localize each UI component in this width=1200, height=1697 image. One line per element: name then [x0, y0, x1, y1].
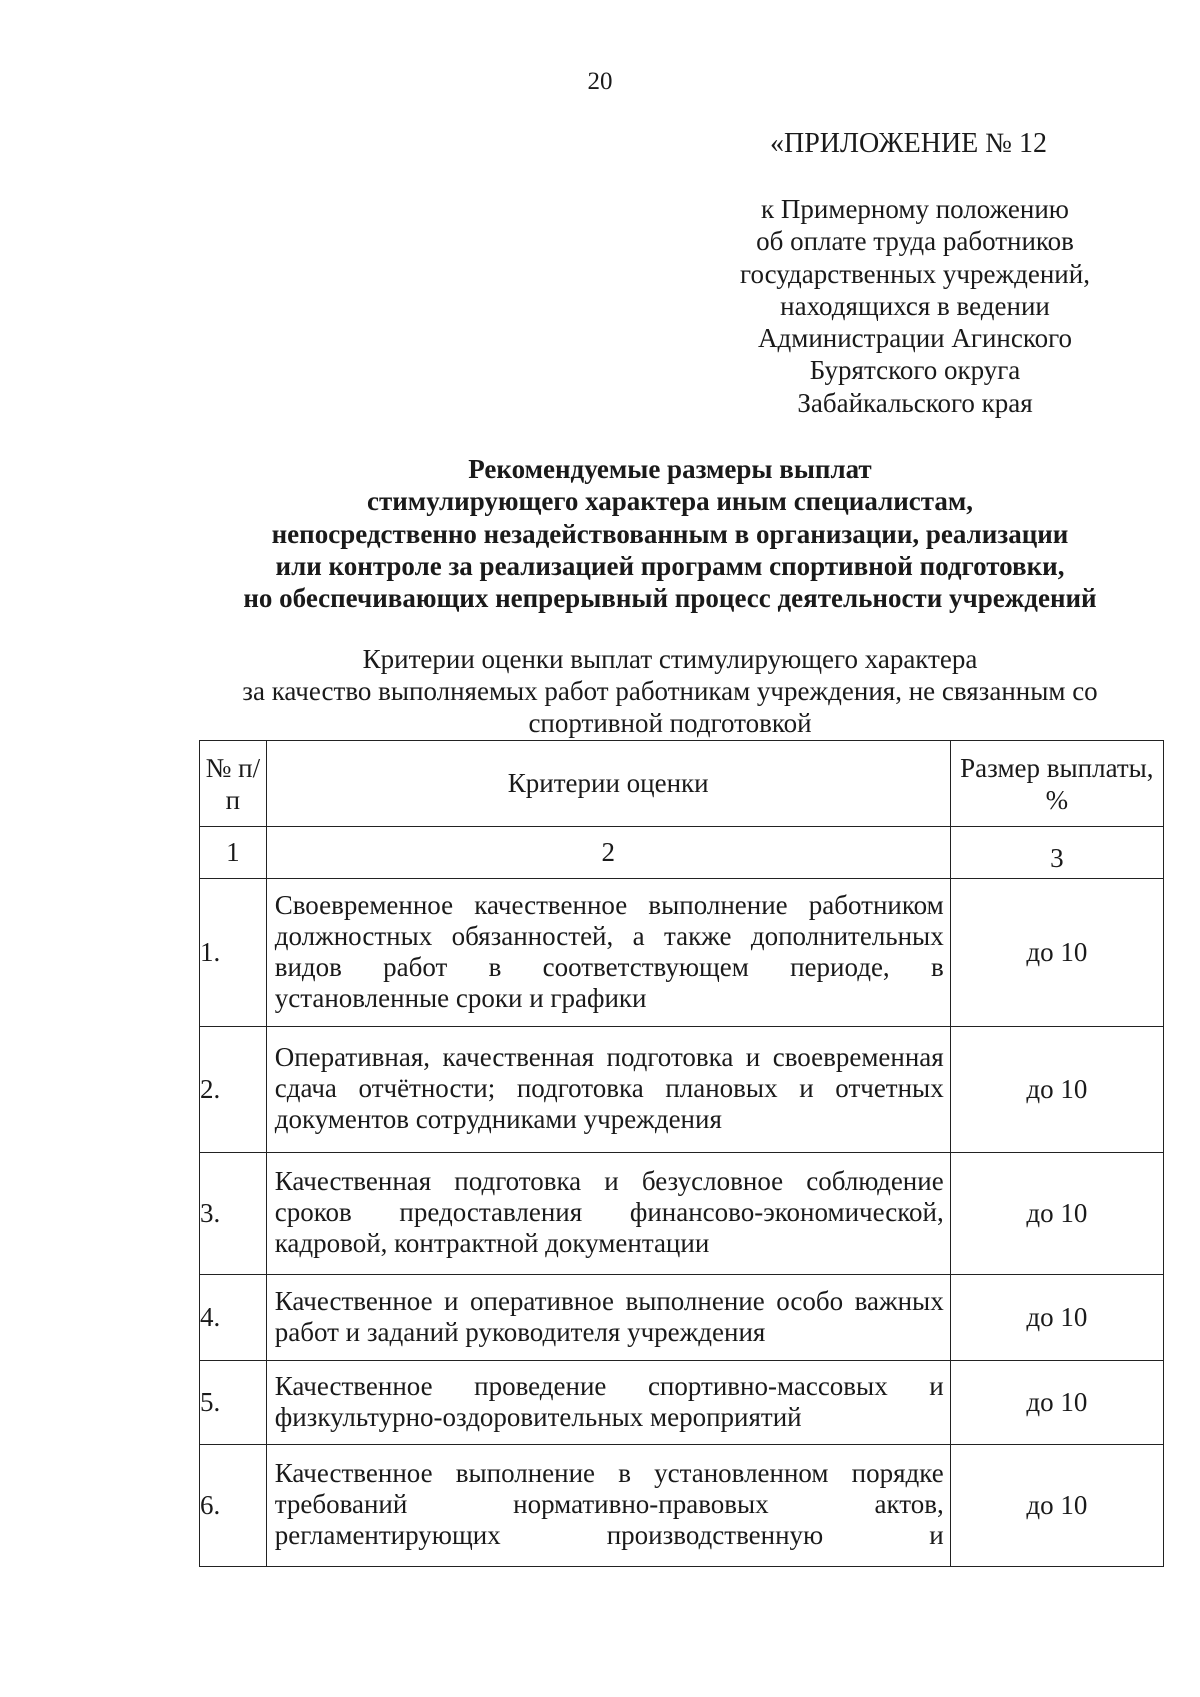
appendix-title: «ПРИЛОЖЕНИЕ № 12 [770, 128, 1047, 159]
row-number: 2. [200, 1027, 267, 1153]
payment-size: до 10 [950, 1275, 1163, 1361]
criteria-cell [266, 1445, 950, 1567]
payment-size: до 10 [950, 1361, 1163, 1445]
column-number: 1 [200, 827, 267, 879]
payment-size: до 10 [950, 879, 1163, 1027]
appendix-reference-line: об оплате труда работников [756, 226, 1074, 257]
criteria-cell [266, 1361, 950, 1445]
row-number: 3. [200, 1153, 267, 1275]
row-number: 1. [200, 879, 267, 1027]
appendix-reference-line: государственных учреждений, [740, 258, 1090, 289]
table-row [200, 879, 1164, 1027]
criteria-text: Качественное проведение спортивно-массовых и физкультурно-оздоровительных мероприятий [274, 1370, 944, 1432]
appendix-reference-line: Забайкальского края [797, 387, 1033, 418]
column-number: 2 [266, 827, 950, 879]
heading-line: Рекомендуемые размеры выплат [468, 454, 872, 484]
payment-size: до 10 [950, 1445, 1163, 1567]
row-number: 5. [200, 1361, 267, 1445]
header-size: Размер выплаты, % [950, 741, 1163, 827]
criteria-cell [266, 879, 950, 1027]
criteria-cell [266, 1275, 950, 1361]
row-number: 4. [200, 1275, 267, 1361]
table-row [200, 1153, 1164, 1275]
heading-line: непосредственно незадействованным в организации, реализации [271, 518, 1069, 549]
document-heading [150, 453, 1190, 614]
appendix-reference-line: Бурятского округа [809, 355, 1021, 386]
heading-line: или контроле за реализацией программ спортивной подготовки, [275, 550, 1065, 581]
appendix-reference-line: Администрации Агинского [758, 323, 1072, 354]
table-row [200, 1361, 1164, 1445]
heading-line: стимулирующего характера иным специалистам, [367, 486, 973, 517]
criteria-text: Качественное выполнение в установленном порядке требований нормативно-правовых актов, регламентирующих производственную и [274, 1458, 944, 1550]
table-row [200, 1027, 1164, 1153]
table-caption [160, 643, 1180, 739]
criteria-table [199, 740, 1164, 1567]
column-number-row [200, 827, 1164, 879]
criteria-cell [266, 1153, 950, 1275]
payment-size: до 10 [950, 1027, 1163, 1153]
appendix-reference-line: к Примерному положению [761, 194, 1069, 224]
criteria-text: Качественное и оперативное выполнение особо важных работ и заданий руководителя учреждения [274, 1285, 944, 1347]
table-header-row [200, 741, 1164, 827]
header-num: № п/п [200, 741, 267, 827]
criteria-text: Качественная подготовка и безусловное соблюдение сроков предоставления финансово-экономической, кадровой, контрактной документации [274, 1166, 944, 1258]
caption-line: за качество выполняемых работ работникам учреждения, не связанным со [242, 676, 1098, 706]
row-number: 6. [200, 1445, 267, 1567]
caption-line: спортивной подготовкой [528, 708, 812, 738]
header-criteria: Критерии оценки [266, 741, 950, 827]
page-number: 20 [587, 68, 613, 95]
table-row [200, 1275, 1164, 1361]
caption-line: Критерии оценки выплат стимулирующего характера [362, 644, 978, 674]
payment-size: до 10 [950, 1153, 1163, 1275]
criteria-text: Своевременное качественное выполнение работником должностных обязанностей, а также дополнительных видов работ в соответствующем периоде, в установленные сроки и графики [274, 889, 944, 1013]
appendix-reference [690, 193, 1140, 419]
appendix-reference-line: находящихся в ведении [780, 290, 1050, 321]
criteria-cell [266, 1027, 950, 1153]
table-row [200, 1445, 1164, 1567]
column-number: 3 [950, 827, 1163, 879]
heading-line: но обеспечивающих непрерывный процесс деятельности учреждений [243, 583, 1097, 614]
criteria-text: Оперативная, качественная подготовка и своевременная сдача отчётности; подготовка плановых и отчетных документов сотрудниками учреждения [274, 1042, 944, 1134]
